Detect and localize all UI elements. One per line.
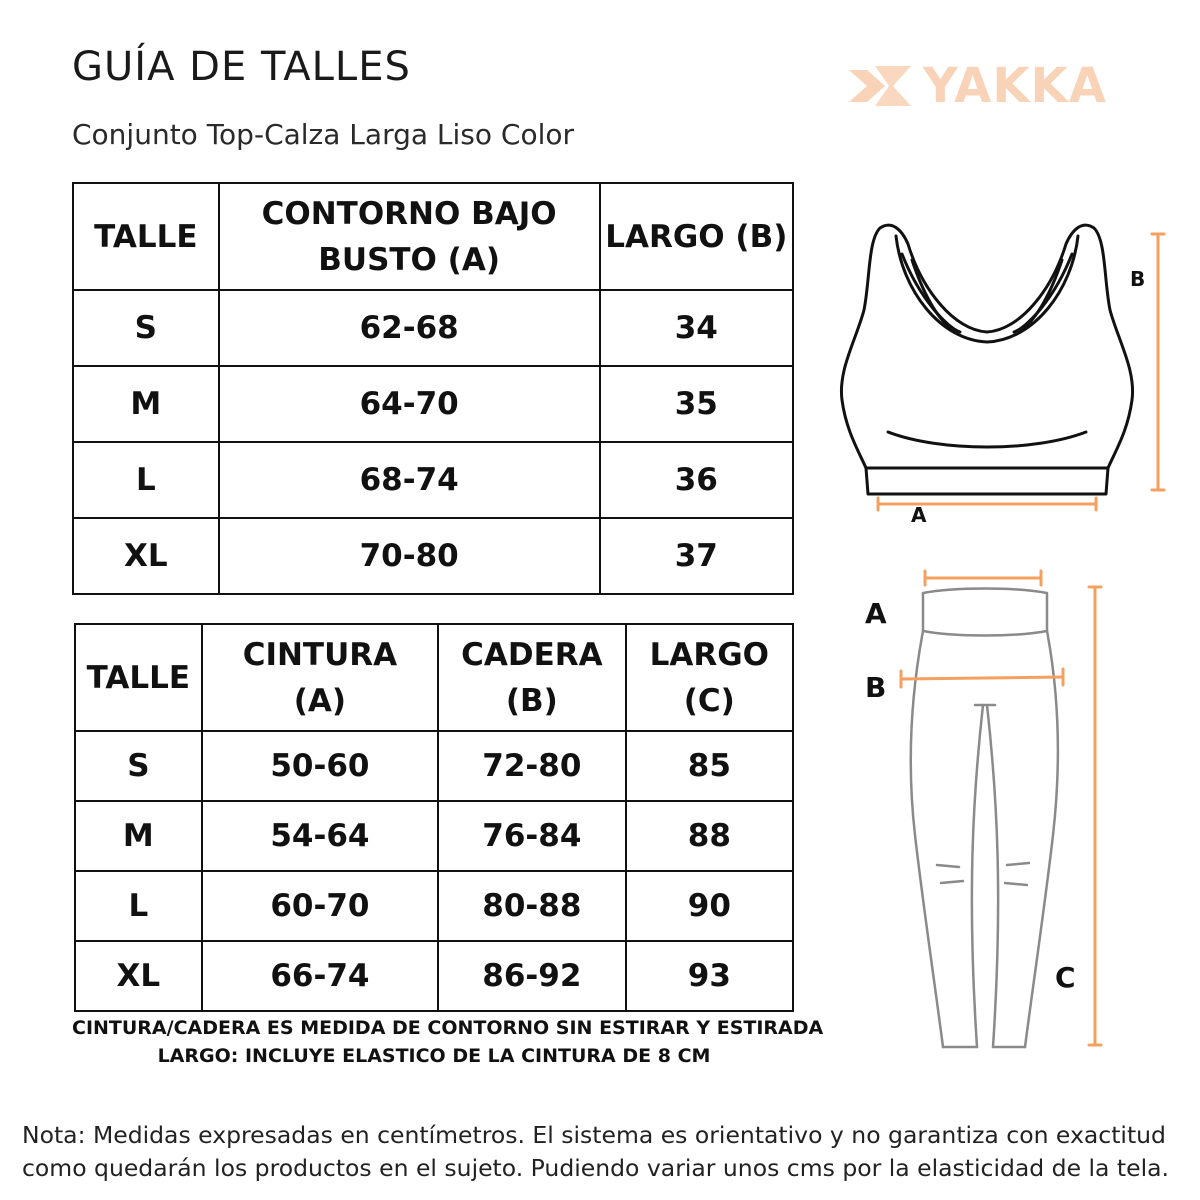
cell-waist: 54-64 [202, 801, 438, 871]
top-size-table [72, 182, 794, 595]
header-talle: TALLE [75, 624, 202, 731]
cell-size: S [75, 731, 202, 801]
top-label-a: A [911, 503, 927, 527]
leggings-label-b: B [865, 671, 887, 704]
length-note: LARGO: INCLUYE ELASTICO DE LA CINTURA DE 8 CM [157, 1045, 711, 1067]
cell-length: 88 [626, 801, 793, 871]
cell-size: L [75, 871, 202, 941]
top-label-b: B [1130, 267, 1146, 291]
cell-bust: 64-70 [219, 366, 600, 442]
table-row [73, 366, 793, 442]
header-contorno-bajo-busto: CONTORNO BAJO BUSTO (A) [219, 183, 600, 290]
cell-length: 35 [600, 366, 793, 442]
footer-note-line: como quedarán los productos en el sujeto. Pudiendo variar unos cms por la elasticidad de la tela. [22, 1154, 1169, 1182]
cell-hip: 72-80 [438, 731, 626, 801]
table-row [75, 871, 793, 941]
cell-waist: 60-70 [202, 871, 438, 941]
x-brand-mark-icon [845, 60, 915, 112]
header-largo: LARGO (C) [626, 624, 793, 731]
cell-length: 36 [600, 442, 793, 518]
cell-size: M [73, 366, 219, 442]
footer-note [22, 1119, 1192, 1185]
cell-hip: 86-92 [438, 941, 626, 1011]
cell-bust: 68-74 [219, 442, 600, 518]
cell-length: 37 [600, 518, 793, 594]
table-row [73, 290, 793, 366]
leggings-icon [855, 565, 1115, 1065]
cell-length: 93 [626, 941, 793, 1011]
leggings-label-a: A [865, 597, 887, 630]
cell-size: M [75, 801, 202, 871]
cell-hip: 76-84 [438, 801, 626, 871]
footer-note-line: Nota: Medidas expresadas en centímetros. El sistema es orientativo y no garantiza con exactitud [22, 1121, 1166, 1149]
table-row [75, 941, 793, 1011]
header-cadera: CADERA (B) [438, 624, 626, 731]
header-talle: TALLE [73, 183, 219, 290]
cell-bust: 62-68 [219, 290, 600, 366]
table-row [75, 731, 793, 801]
page-title: GUÍA DE TALLES [72, 44, 411, 90]
sports-top-icon [820, 200, 1180, 540]
cell-size: XL [75, 941, 202, 1011]
leggings-label-c: C [1055, 961, 1076, 994]
bottom-size-table [74, 623, 794, 1012]
header-largo: LARGO (B) [600, 183, 793, 290]
cell-size: S [73, 290, 219, 366]
cell-waist: 50-60 [202, 731, 438, 801]
header-cintura: CINTURA (A) [202, 624, 438, 731]
brand-logo-text: YAKKA [923, 58, 1107, 114]
cell-length: 85 [626, 731, 793, 801]
cell-size: L [73, 442, 219, 518]
cell-hip: 80-88 [438, 871, 626, 941]
cell-length: 90 [626, 871, 793, 941]
cell-bust: 70-80 [219, 518, 600, 594]
table-header-row [75, 624, 793, 731]
cell-size: XL [73, 518, 219, 594]
page-subtitle: Conjunto Top-Calza Larga Liso Color [72, 118, 575, 151]
table-row [73, 518, 793, 594]
measurement-note: CINTURA/CADERA ES MEDIDA DE CONTORNO SIN ESTIRAR Y ESTIRADA [72, 1017, 824, 1039]
cell-length: 34 [600, 290, 793, 366]
cell-waist: 66-74 [202, 941, 438, 1011]
brand-logo [845, 60, 1145, 112]
table-row [73, 442, 793, 518]
table-header-row [73, 183, 793, 290]
table-row [75, 801, 793, 871]
